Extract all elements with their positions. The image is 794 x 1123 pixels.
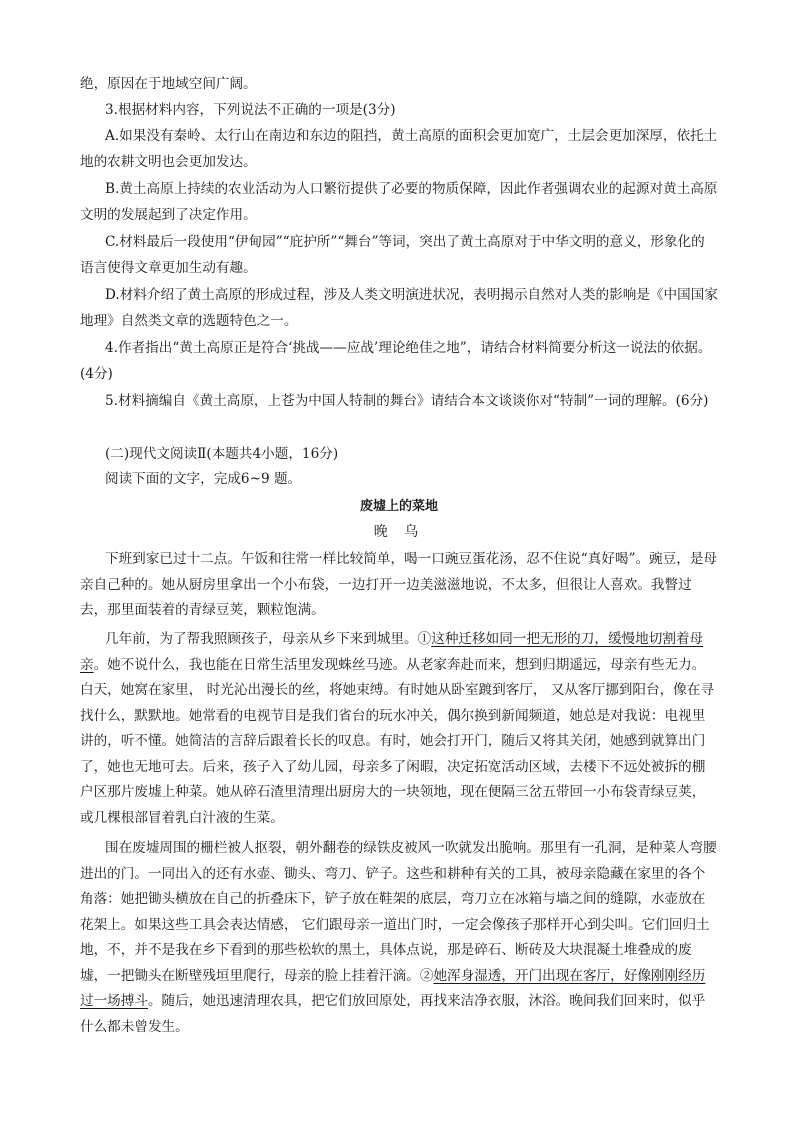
previous-paragraph-end: 绝，原因在于地域空间广阔。 — [80, 76, 257, 92]
question-3-stem: 3.根据材料内容，下列说法不正确的一项是(3分) — [105, 102, 396, 118]
paragraph-3-text-start: 围在废墟周围的栅栏被人抠裂，朝外翻卷的绿铁皮被风一吹就发出脆响。那里有一孔洞，是种菜人弯腰进出的门。一同出入的还有水壶、锄头、弯刀、铲子。这些和耕种有关的工具，被母亲隐藏在家里的各个角落：她把锄头横放在自己的折叠床下，铲子放在鞋架的底层，弯刀立在冰箱与墙之间的缝隙，水壶放在花架上。如果这些工具会表达情感， 它们跟母亲一道出门时，一定会像孩子那样开心到尖叫。它们回归土地，不，并不是我在乡下看到的那些松软的黑土，具体点说，那是碎石、断砖及大块混凝土堆叠成的废墟，一把锄头在断壁残垣里爬行，母亲的脸上挂着汗滴。② — [80, 840, 717, 984]
question-3-option-d: D.材料介绍了黄土高原的形成过程，涉及人类文明演进状况，表明揭示自然对人类的影响是《中国国家地理》自然类文章的选题特色之一。 — [80, 287, 718, 329]
paragraph-3-text-rest: 。随后，她迅速清理农具，把它们放回原处，再找来洁净衣服，沐浴。晚间我们回来时，似乎什么都未曾发生。 — [80, 993, 706, 1035]
section-2-heading: (二)现代文阅读Ⅱ(本题共4小题，16分) — [105, 446, 339, 462]
article-paragraph-3 — [80, 836, 718, 1040]
section-2-instruction: 阅读下面的文字，完成6~9 题。 — [105, 471, 302, 487]
question-3-option-a: A.如果没有秦岭、太行山在南边和东边的阻挡，黄土高原的面积会更加宽广，土层会更加深厚，依托土地的农耕文明也会更加发达。 — [80, 128, 718, 170]
article-title: 废墟上的菜地 — [359, 499, 438, 514]
underlined-sentence-2: 她浑身湿透，开门出现在客厅，好像刚刚经历过一场搏斗 — [80, 967, 706, 1009]
article-paragraph-2 — [80, 627, 718, 831]
question-4: 4.作者指出“黄土高原正是符合‘挑战——应战’理论绝佳之地”，请结合材料简要分析这一说法的依据。 (4分) — [80, 340, 712, 382]
question-5: 5.材料摘编自《黄土高原，上苍为中国人特制的舞台》请结合本文谈谈你对“特制”一词的理解。(6分) — [105, 393, 709, 409]
underlined-sentence-1: 这种迁移如同一把无形的刀，缓慢地切割着母亲 — [80, 631, 704, 673]
question-3-option-b: B.黄土高原上持续的农业活动为人口繁衍提供了必要的物质保障，因此作者强调农业的起源对黄土高原文明的发展起到了决定作用。 — [80, 181, 718, 223]
paragraph-2-text-start: 几年前，为了帮我照顾孩子，母亲从乡下来到城里。① — [105, 631, 432, 647]
article-author: 晚 乌 — [373, 524, 425, 540]
article-paragraph-1: 下班到家已过十二点。午饭和往常一样比较简单，喝一口豌豆蛋花汤，忍不住说“真好喝”。豌豆，是母亲自己种的。她从厨房里拿出一个小布袋，一边打开一边美滋滋地说，不太多，但很让人喜欢。我瞥过去，那里面装着的青绿豆荚，颗粒饱满。 — [80, 551, 718, 618]
paragraph-2-text-rest: 。她不说什么，我也能在日常生活里发现蛛丝马迹。从老家奔赴而来，想到归期遥远，母亲有些无力。 白天，她窝在家里， 时光沁出漫长的丝，将她束缚。有时她从卧室踱到客厅， 又从客厅挪到阳台，像在寻找什么，默默地。她常看的电视节目是我们省台的玩水冲关，偶尔换到新闻频道，她总是对我说：电视里讲的，听不懂。她简洁的言辞后跟着长长的叹息。有时，她会打开门，随后又将其关闭，她感到就算出门了，她也无地可去。后来，孩子入了幼儿园，母亲多了闲暇，决定拓宽活动区域，去楼下不远处被拆的棚户区那片废墟上种菜。她从碎石渣里清理出厨房大的一块领地，现在便隔三岔五带回一小布袋青绿豆荚，或几棵根部冒着乳白汁液的生菜。 — [80, 656, 714, 826]
question-3-option-c: C.材料最后一段使用“伊甸园”“庇护所”“舞台”等词，突出了黄土高原对于中华文明的意义，形象化的语言使得文章更加生动有趣。 — [80, 234, 705, 276]
